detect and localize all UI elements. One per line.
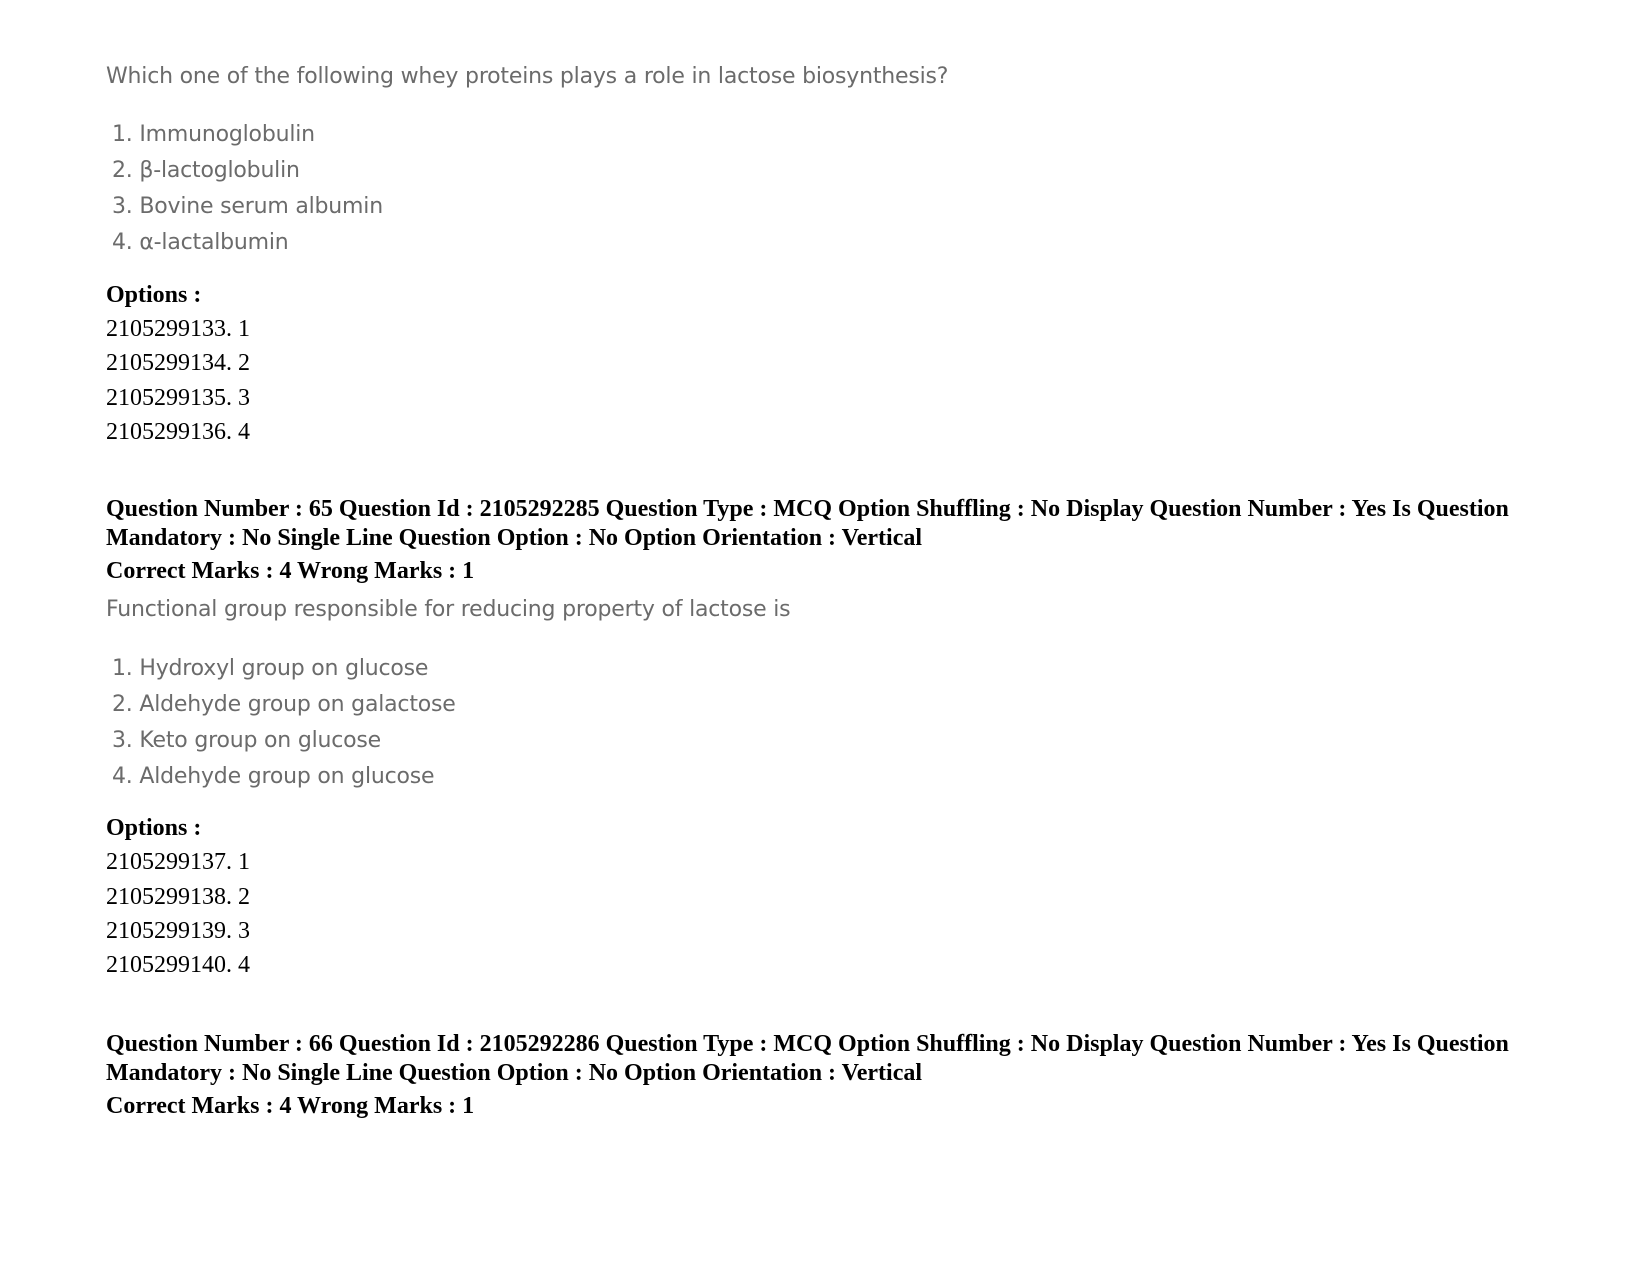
option-id: 2105299138. 2 <box>106 884 250 910</box>
option-id: 2105299136. 4 <box>106 419 250 445</box>
option-id: 2105299135. 3 <box>106 385 250 411</box>
marks-line: Correct Marks : 4 Wrong Marks : 1 <box>106 558 475 584</box>
option-id: 2105299137. 1 <box>106 849 250 875</box>
question-stem: Which one of the following whey proteins plays a role in lactose biosynthesis? <box>106 64 949 89</box>
answer-choice: 3. Keto group on glucose <box>112 728 381 753</box>
answer-choice: 1. Immunoglobulin <box>112 122 315 147</box>
option-id: 2105299134. 2 <box>106 350 250 376</box>
question-meta: Question Number : 65 Question Id : 2105292285 Question Type : MCQ Option Shuffling : No Display Question Number : Yes Is Question Mandatory : No Single Line Question Option : No Option Orientation : Vertical <box>106 496 1509 551</box>
answer-choice: 4. α-lactalbumin <box>112 230 289 255</box>
question-meta: Question Number : 66 Question Id : 2105292286 Question Type : MCQ Option Shuffling : No Display Question Number : Yes Is Question Mandatory : No Single Line Question Option : No Option Orientation : Vertical <box>106 1031 1509 1086</box>
question-stem: Functional group responsible for reducing property of lactose is <box>106 597 791 622</box>
answer-choice: 2. β-lactoglobulin <box>112 158 300 183</box>
option-id: 2105299140. 4 <box>106 952 250 978</box>
answer-choice: 4. Aldehyde group on glucose <box>112 764 435 789</box>
options-label: Options : <box>106 282 202 308</box>
answer-choice: 3. Bovine serum albumin <box>112 194 383 219</box>
marks-line: Correct Marks : 4 Wrong Marks : 1 <box>106 1093 475 1119</box>
answer-choice: 2. Aldehyde group on galactose <box>112 692 456 717</box>
answer-choice: 1. Hydroxyl group on glucose <box>112 656 429 681</box>
option-id: 2105299139. 3 <box>106 918 250 944</box>
option-id: 2105299133. 1 <box>106 316 250 342</box>
options-label: Options : <box>106 815 202 841</box>
